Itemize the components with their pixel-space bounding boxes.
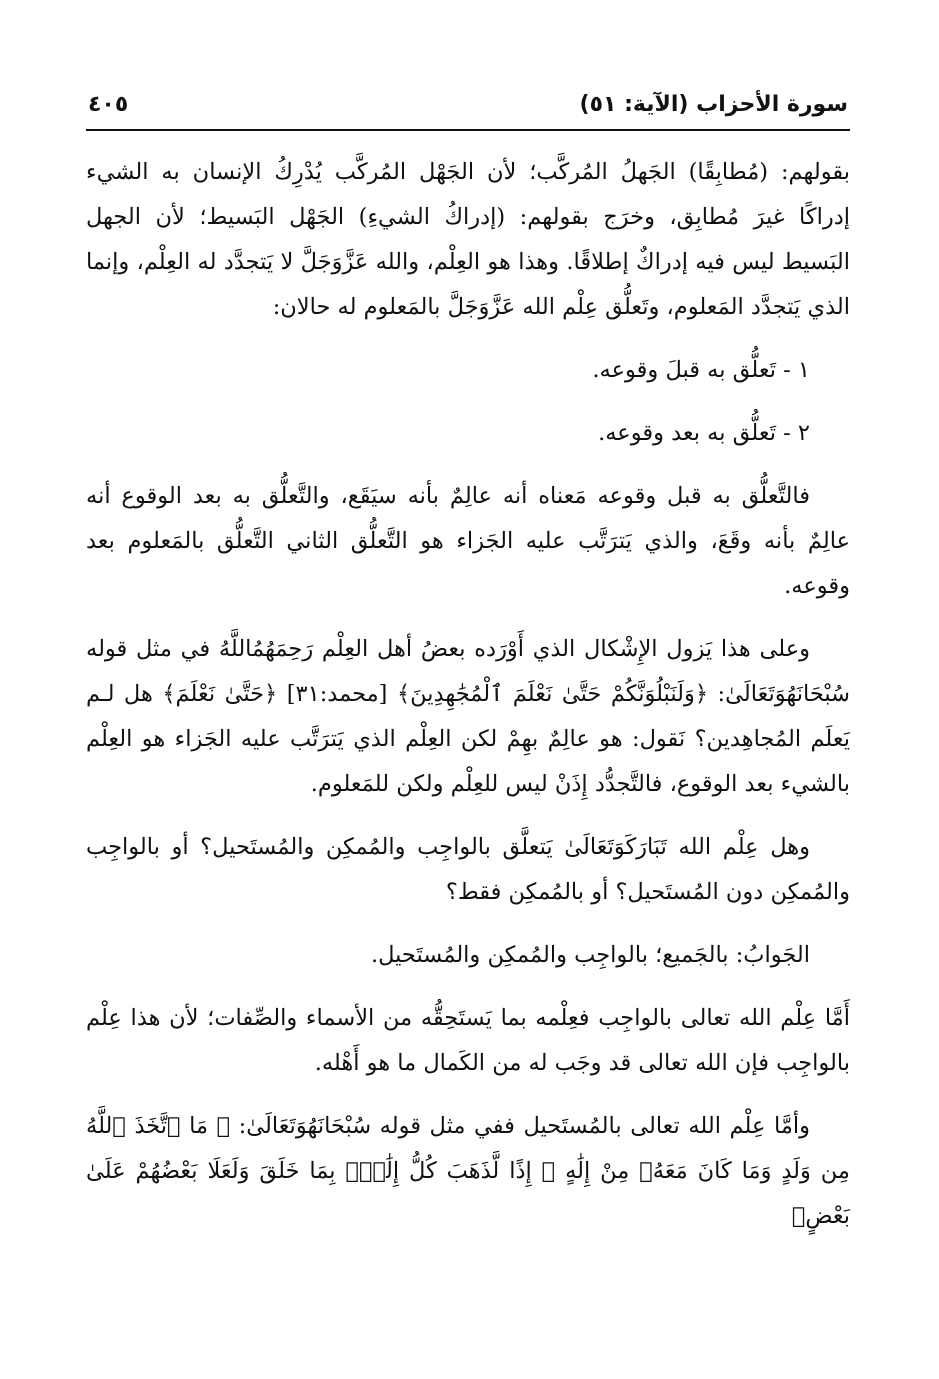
list-item: ٢ - تَعلُّق به بعد وقوعه. bbox=[598, 420, 810, 446]
page-header bbox=[88, 88, 848, 128]
paragraph: وأمَّا عِلْم الله تعالى بالمُستَحيل ففي مثل قوله سُبْحَانَهُوَتَعَالَىٰ: ﴿ مَا ٱتَّخَذَ ٱللَّهُ مِن وَلَدٍ وَمَا كَانَ مَعَهُۥ مِنْ إِلَٰهٍ ۚ إِذًا لَّذَهَبَ كُلُّ إِلَٰهٍۭ بِمَا خَلَقَ وَلَعَلَا بَعْضُهُمْ عَلَىٰ بَعْضٍ﴾ bbox=[86, 1113, 850, 1229]
paragraph: وعلى هذا يَزول الإِشْكال الذي أَوْرَده بعضُ أهل العِلْم رَحِمَهُمُاللَّهُ في مثل قوله سُبْحَانَهُوَتَعَالَىٰ: ﴿وَلَنَبْلُوَنَّكُمْ حَتَّىٰ نَعْلَمَ ٱلْمُجَٰهِدِينَ﴾ [محمد:٣١] ﴿حَتَّىٰ نَعْلَمَ﴾ هل لـم يَعلَم المُجاهِدين؟ نَقول: هو عالِمٌ بهِمْ لكن العِلْم الذي يَترَتَّب عليه الجَزاء هو العِلْم بالشيء بعد الوقوع، فالتَّجدُّد إِذَنْ ليس للعِلْم ولكن للمَعلوم. bbox=[86, 636, 850, 797]
list-item: ١ - تَعلُّق به قبلَ وقوعه. bbox=[592, 357, 810, 383]
page-number: ٤٠٥ bbox=[88, 92, 129, 117]
paragraph: أَمَّا عِلْم الله تعالى بالواجِب فعِلْمه بما يَستَحِقُّه من الأسماء والصِّفات؛ لأن هذا عِلْم بالواجِب فإن الله تعالى قد وجَب له من الكَمال ما هو أَهْله. bbox=[86, 1005, 850, 1076]
paragraph: فالتَّعلُّق به قبل وقوعه مَعناه أنه عالِمٌ بأنه سيَقَع، والتَّعلُّق به بعد الوقوع أنه عالِمٌ بأنه وقَعَ، والذي يَترَتَّب عليه الجَزاء هو التَّعلُّق الثاني التَّعلُّق بالمَعلوم بعد وقوعه. bbox=[86, 483, 850, 599]
page-body bbox=[86, 150, 850, 1257]
paragraph: وهل عِلْم الله تَبَارَكَوَتَعَالَىٰ يَتعلَّق بالواجِب والمُمكِن والمُستَحيل؟ أو بالواجِب والمُمكِن دون المُستَحيل؟ أو بالمُمكِن فقط؟ bbox=[86, 834, 850, 905]
running-title: سورة الأحزاب (الآية: ٥١) bbox=[579, 92, 848, 117]
paragraph: بقولهم: (مُطابِقًا) الجَهلُ المُركَّب؛ لأن الجَهْل المُركَّب يُدْرِكُ الإنسان به الشيء إدراكًا غيرَ مُطابِق، وخرَج بقولهم: (إدراكُ الشيءِ) الجَهْل البَسيط؛ لأن الجهل البَسيط ليس فيه إدراكٌ إطلاقًا. وهذا هو العِلْم، والله عَزَّوَجَلَّ لا يَتجدَّد له العِلْم، وإنما الذي يَتجدَّد المَعلوم، وتَعلُّق عِلْم الله عَزَّوَجَلَّ بالمَعلوم له حالان: bbox=[86, 159, 850, 320]
header-divider bbox=[86, 129, 850, 131]
paragraph: الجَوابُ: بالجَميع؛ بالواجِب والمُمكِن والمُستَحيل. bbox=[370, 942, 810, 968]
